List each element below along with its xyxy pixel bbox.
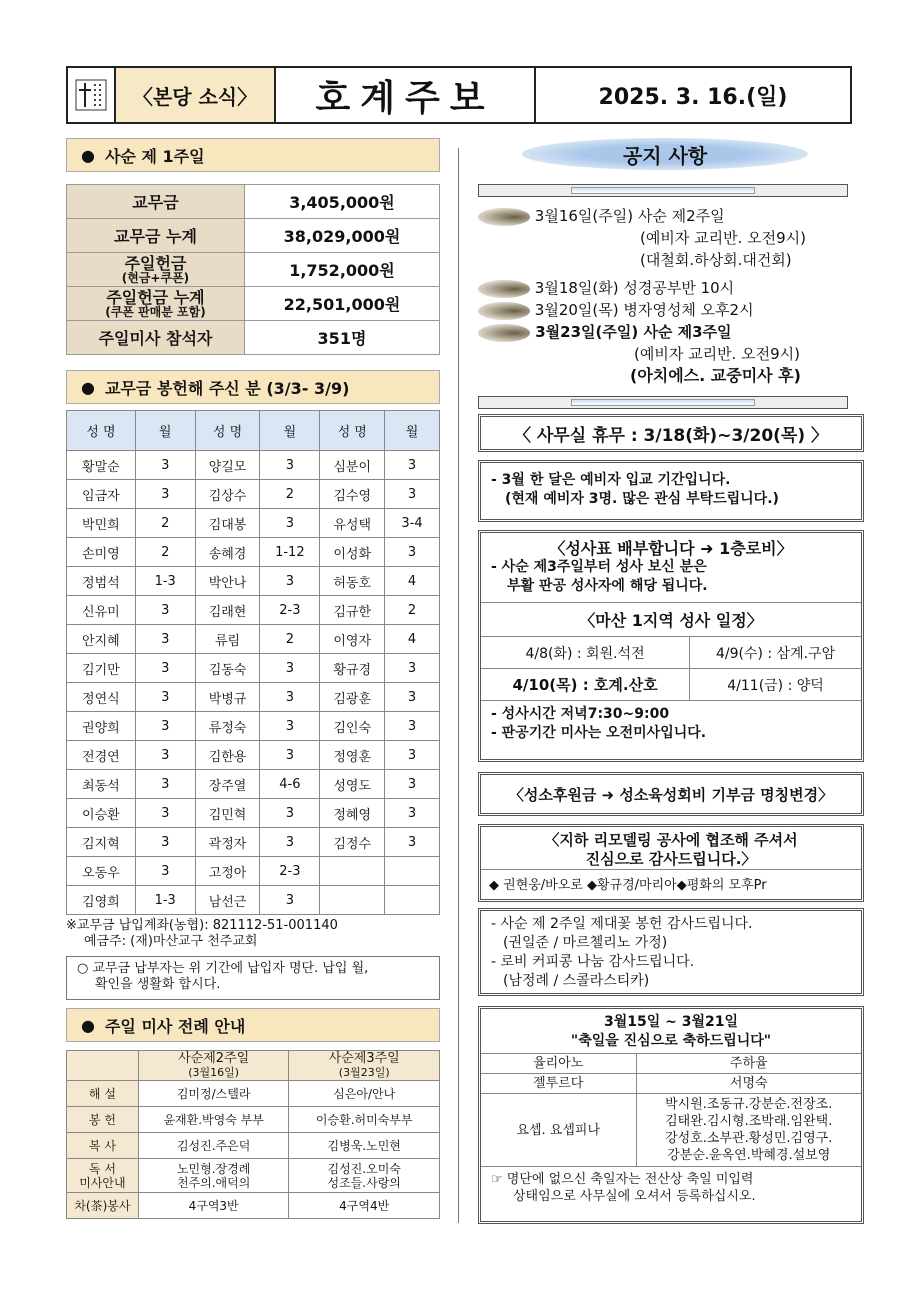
table-row: 주일헌금 누계 (쿠폰 판매분 포함) 22,501,000원	[67, 287, 440, 321]
table-row: 정범석 1-3 박안나 3 허동호 4	[67, 567, 440, 596]
table-row: 신유미 3 김래현 2-3 김규한 2	[67, 596, 440, 625]
section-label: 〈본당 소식〉	[116, 68, 276, 122]
table-row: 요셉. 요셉피나 박시원.조동규.강분순.전장조. 김태완.김시형.조박래.임완택. 강성호.소부관.황성민.김영구. 강분순.윤옥연.박혜경.설보영	[481, 1094, 861, 1167]
thanks-box: - 사순 제 2주일 제대꽃 봉헌 감사드립니다. (권일준 / 마르첼리노 가정) - 로비 커피콩 나눔 감사드립니다. (남정례 / 스콜라스티카)	[478, 908, 864, 996]
table-row: 차(茶)봉사 4구역3반 4구역4반	[67, 1193, 440, 1219]
bulletin-header	[66, 66, 852, 124]
confession-box: 〈성사표 배부합니다 ➜ 1층로비〉 - 사순 제3주일부터 성사 보신 분은 부활 판공 성사자에 해당 됩니다. 〈마산 1지역 성사 일정〉 4/8(화) : 회원.석전 4/9(수) : 삼계.구암 4/10(목) : 호계.산호 4/11(금) : 양덕 - 성사시간 저녁7:30~9:00 - 판공기간 미사는 오전미사입니다.	[478, 530, 864, 762]
table-row: 안지혜 3 류림 2 이영자 4	[67, 625, 440, 654]
donors-table-body	[67, 451, 440, 915]
feast-table	[481, 1053, 861, 1167]
feast-box: 3월15일 ~ 3월21일 "축일을 진심으로 축하드립니다" 율리아노 주하율 젤투르다 서명숙 요셉. 요셉피나 박시원.조동규.강분순.전장조. 김태완.김시형.조박래.임완택. 강성호.소부관.황성민.김영구. 강분순.윤옥연.박혜경.설보영 ☞ 명단에 없으신 축일자는 전산상 축일 미입력 상태임으로 사무실에 오셔서 등록하십시오.	[478, 1006, 864, 1224]
donation-notice: ○ 교무금 납부자는 위 기간에 납입자 명단. 납입 월, 확인을 생활화 합시다.	[66, 956, 440, 1000]
bullet-pill-icon	[478, 302, 530, 320]
decorative-bar	[478, 184, 848, 197]
liturgy-section-header: ● 주일 미사 전례 안내	[66, 1008, 440, 1042]
table-row: 황말순 3 양길모 3 심분이 3	[67, 451, 440, 480]
table-row: 박민희 2 김대봉 3 유성택 3-4	[67, 509, 440, 538]
account-info: ※교무금 납입계좌(농협): 821112-51-001140 예금주: (재)마산교구 천주교회	[66, 918, 338, 949]
table-row: 교무금 누계 38,029,000원	[67, 219, 440, 253]
church-logo	[68, 68, 116, 122]
table-row: 권양희 3 류정숙 3 김인숙 3	[67, 712, 440, 741]
table-row: 김기만 3 김동숙 3 황규경 3	[67, 654, 440, 683]
table-row: 율리아노 주하율	[481, 1054, 861, 1074]
bullet-pill-icon	[478, 280, 530, 298]
bullet-icon: ●	[81, 377, 95, 397]
remodel-thanks-box: 〈지하 리모델링 공사에 협조해 주셔서 진심으로 감사드립니다.〉 ◆ 권현웅/바오로 ◆황규경/마리아◆평화의 모후Pr	[478, 824, 864, 902]
circle-bullet-icon: ○	[77, 961, 89, 976]
liturgy-table-body	[67, 1081, 440, 1219]
table-row: 젤투르다 서명숙	[481, 1074, 861, 1094]
cross-logo-icon	[74, 78, 108, 112]
list-item: 3월18일(화) 성경공부반 10시	[478, 277, 858, 299]
notices-title: 공지 사항	[522, 138, 808, 170]
table-row: 독 서 미사안내 노민형.장경례 천주의.애덕의 김성진.오미숙 성조들.사랑의	[67, 1159, 440, 1193]
column-divider	[458, 148, 459, 1223]
bullet-icon: ●	[81, 1015, 95, 1035]
bulletin-date: 2025. 3. 16.(일)	[598, 84, 788, 110]
events-list: 3월16일(주일) 사순 제2주일 (예비자 교리반. 오전9시) (대철회.하상회.대건회) 3월18일(화) 성경공부반 10시 3월20일(목) 병자영성체 오후2시 3월23일(주일) 사순 제3주일 (예비자 교리반. 오전9시) (아치에스. 교중미사 후)	[478, 205, 858, 387]
table-row: 전경연 3 김한용 3 정영훈 3	[67, 741, 440, 770]
office-closed-notice: 〈 사무실 휴무 : 3/18(화)~3/20(목) 〉	[478, 414, 864, 452]
table-row: 오동우 3 고정아 2-3	[67, 857, 440, 886]
liturgy-table	[66, 1050, 440, 1219]
finance-table	[66, 184, 440, 355]
table-row: 봉 헌 윤재환.박영숙 부부 이승환.허미숙부부	[67, 1107, 440, 1133]
table-row: 주일미사 참석자 351명	[67, 321, 440, 355]
bullet-icon: ●	[81, 145, 95, 165]
catechumen-notice: - 3월 한 달은 예비자 입교 기간입니다. (현재 예비자 3명. 많은 관심 부탁드립니다.)	[478, 460, 864, 522]
table-row: 김영희 1-3 남선근 3	[67, 886, 440, 915]
list-item: 3월23일(주일) 사순 제3주일	[478, 321, 858, 343]
table-row: 손미영 2 송혜경 1-12 이성화 3	[67, 538, 440, 567]
donors-table	[66, 410, 440, 915]
list-item: 3월16일(주일) 사순 제2주일	[478, 205, 858, 227]
table-row: 주일헌금 (현금+쿠폰) 1,752,000원	[67, 253, 440, 287]
table-row: 김지혁 3 곽정자 3 김정수 3	[67, 828, 440, 857]
confession-schedule: 4/8(화) : 회원.석전 4/9(수) : 삼계.구암 4/10(목) : 호계.산호 4/11(금) : 양덕	[481, 636, 861, 701]
table-row: 임금자 3 김상수 2 김수영 3	[67, 480, 440, 509]
decorative-bar	[478, 396, 848, 409]
bullet-pill-icon	[478, 324, 530, 342]
table-header-row: 성 명 월 성 명 월 성 명 월	[67, 411, 440, 451]
table-row: 교무금 3,405,000원	[67, 185, 440, 219]
name-change-notice: 〈성소후원금 ➜ 성소육성회비 기부금 명칭변경〉	[478, 772, 864, 816]
table-row: 정연식 3 박병규 3 김광훈 3	[67, 683, 440, 712]
table-row: 이승환 3 김민혁 3 정혜영 3	[67, 799, 440, 828]
table-header-row: 사순제2주일 (3월16일) 사순제3주일 (3월23일)	[67, 1051, 440, 1081]
table-row: 해 설 김미정/스텔라 심은아/안나	[67, 1081, 440, 1107]
finance-section-header: ● 사순 제 1주일	[66, 138, 440, 172]
list-item: 3월20일(목) 병자영성체 오후2시	[478, 299, 858, 321]
bullet-pill-icon	[478, 208, 530, 226]
feast-note: ☞ 명단에 없으신 축일자는 전산상 축일 미입력 상태임으로 사무실에 오셔서 등록하십시오.	[491, 1172, 756, 1204]
donors-section-header: ● 교무금 봉헌해 주신 분 (3/3- 3/9)	[66, 370, 440, 404]
bulletin-title: 호계주보	[276, 68, 536, 122]
table-row: 최동석 3 장주열 4-6 성영도 3	[67, 770, 440, 799]
table-row: 복 사 김성진.주은덕 김병욱.노민현	[67, 1133, 440, 1159]
